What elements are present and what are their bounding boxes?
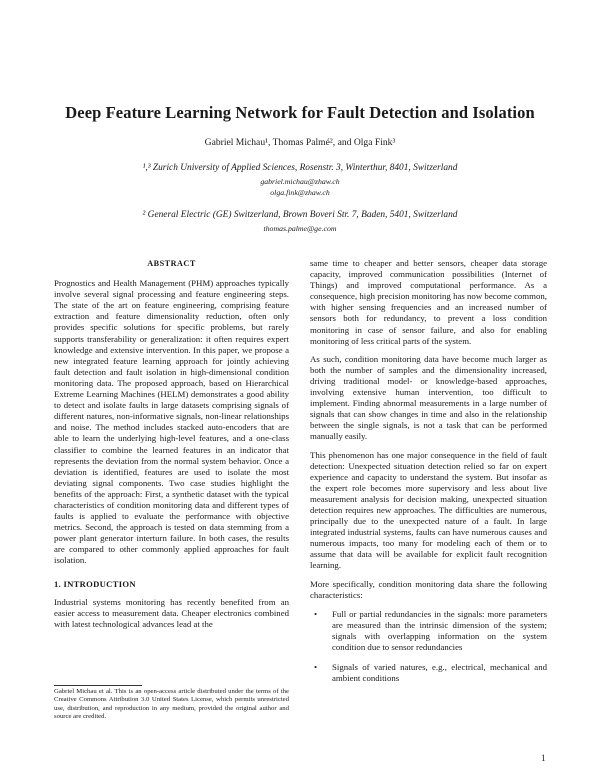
- email-3: thomas.palme@ge.com: [263, 224, 337, 233]
- abstract-heading: ABSTRACT: [147, 259, 196, 268]
- author-list: Gabriel Michau¹, Thomas Palmé², and Olga Fink³: [204, 137, 396, 148]
- intro-paragraph: Industrial systems monitoring has recently benefited from an easier access to measurement data. Cheaper electronics combined with latest technological advances lead at the: [54, 596, 289, 629]
- email-2: olga.fink@zhaw.ch: [270, 188, 330, 197]
- body-paragraph: This phenomenon has one major consequence in the field of fault detection: Unexpected situation detection relied so far on expert experience and capacity to understand the system. But insofar as the expert role becomes more supervisory and less about live measurement analysis for decision making, unexpected situation detection requires new approaches. The difficulties are numerous, principally due to the unexpected nature of a fault. In large integrated industrial systems, faults can have numerous causes and numerous impacts, too many for modeling each of them or to assume that data will be available for explicit fault recognition learning.: [310, 449, 547, 571]
- bullet-icon: •: [314, 662, 318, 673]
- body-paragraph: More specifically, condition monitoring data share the following characteristics:: [310, 578, 547, 600]
- body-paragraph: same time to cheaper and better sensors, cheaper data storage capacity, improved communication possibilities (Internet of Things) and improved computational performance. As a consequence, high precision monitoring has now become common, with higher sensing frequencies and an increased number of sensors both for redundancy, to prevent a loss condition monitoring in case of sensor failure, and also for enabling monitoring of less critical parts of the system.: [310, 258, 547, 346]
- page-number: 1: [541, 753, 546, 763]
- right-column: [310, 258, 547, 693]
- affiliation-2: ² General Electric (GE) Switzerland, Brown Boveri Str. 7, Baden, 5401, Switzerland: [142, 210, 458, 220]
- list-item: [310, 662, 547, 684]
- left-column: [54, 258, 289, 637]
- section-heading-introduction: 1. INTRODUCTION: [54, 578, 136, 589]
- abstract-text: Prognostics and Health Management (PHM) approaches typically involve several signal processing and feature engineering steps. The state of the art on feature engineering, comprising feature extraction and feature dimensionality reduction, often only provides specific solutions for specific problems, but rarely supports transferability or generalization: it often requires expert knowledge and extensive intervention. In this paper, we propose a new integrated feature learning approach for jointly achieving fault detection and fault isolation in high-dimensional condition monitoring data. The proposed approach, based on Hierarchical Extreme Learning Machines (HELM) demonstrates a good ability to detect and isolate faults in large datasets comprising signals of different natures, non-informative signals, non-linear relationships and noise. The method includes stacked auto-encoders that are able to learn the underlying high-level features, and a one-class classifier to combine the learned features in an indicator that represents the deviation from the normal system behavior. Once a deviation is identified, features are used to isolate the most deviating signal components. Two case studies highlight the benefits of the approach: First, a synthetic dataset with the typical characteristics of condition monitoring data and different types of faults is applied to evaluate the performance with objective metrics. Second, the approach is tested on data stemming from a power plant generator interturn failure. In both cases, the results are compared to other commonly applied approaches for fault isolation.: [54, 278, 289, 566]
- email-1: gabriel.michau@zhaw.ch: [260, 177, 340, 186]
- list-item: [310, 609, 547, 653]
- footnote-rule: [54, 685, 142, 686]
- license-footnote: Gabriel Michau et al. This is an open-access article distributed under the terms of the Creative Commons Attribution 3.0 United States License, which permits unrestricted use, distribution, and reproduction in any medium, provided the original author and source are credited.: [54, 688, 289, 721]
- paper-title: Deep Feature Learning Network for Fault Detection and Isolation: [65, 103, 535, 122]
- list-item-text: Signals of varied natures, e.g., electrical, mechanical and ambient conditions: [332, 662, 547, 684]
- list-item-text: Full or partial redundancies in the signals: more parameters are measured than the intrinsic dimension of the system; signals with overlapping information on the system condition due to sensor redundancies: [332, 608, 547, 652]
- affiliation-1: ¹,³ Zurich University of Applied Sciences, Rosenstr. 3, Winterthur, 8401, Switzerland: [142, 163, 458, 173]
- characteristics-list: [310, 609, 547, 685]
- body-paragraph: As such, condition monitoring data have become much larger as both the number of samples and the dimensionality increased, driving traditional model- or knowledge-based approaches, involving extensive human intervention, too difficult to implement. Finding abnormal measurements in a large number of signals that can show changes in time and also in the relationship between the single signals, is not a task that can be performed manually easily.: [310, 353, 547, 442]
- bullet-icon: •: [314, 608, 318, 619]
